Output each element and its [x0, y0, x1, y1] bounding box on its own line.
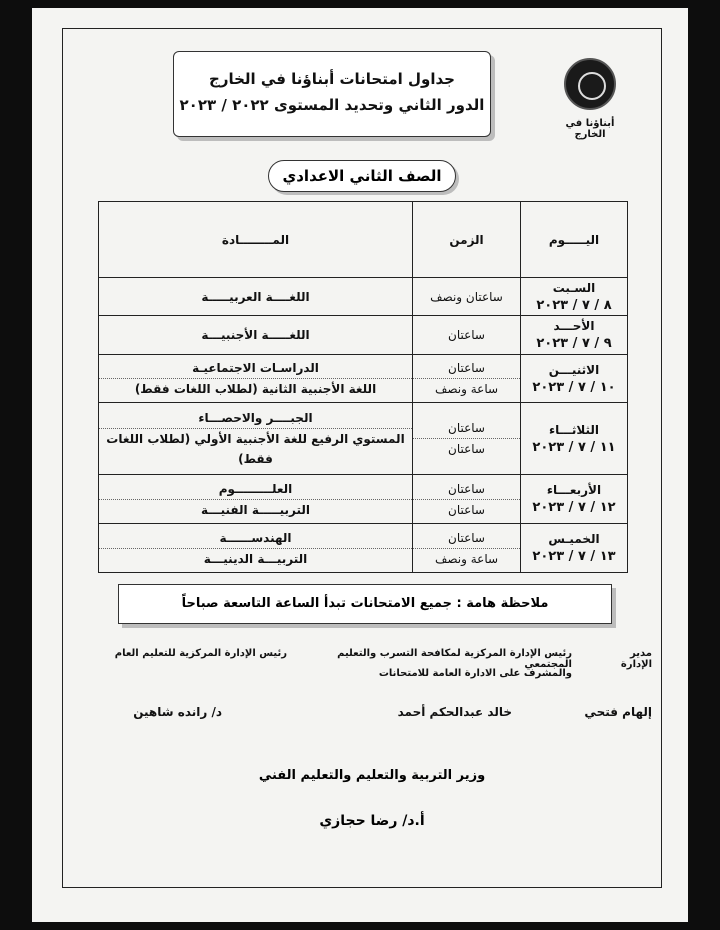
- grade-label: الصف الثاني الاعدادي: [268, 160, 456, 192]
- time-cell: [413, 475, 521, 524]
- important-note: ملاحظة هامة : جميع الامتحانات تبدأ الساعة التاسعة صباحاً: [118, 584, 612, 624]
- subject-name: الدراسـات الاجتماعيـة: [192, 361, 319, 375]
- exam-duration: ساعتان: [448, 421, 485, 436]
- logo-caption: أبناؤنا في الخارج: [565, 118, 615, 140]
- subject-name: التربيـــــة الفنيـــة: [99, 499, 412, 520]
- time-cell: [413, 524, 521, 573]
- subject-name: العلـــــــــوم: [218, 481, 293, 496]
- subject-cell: [99, 475, 413, 524]
- day-name: السـبت: [552, 280, 596, 295]
- table-row: [99, 403, 628, 475]
- subject-cell: [99, 403, 413, 475]
- table-row: [99, 354, 628, 403]
- subject-cell: [99, 524, 413, 573]
- day-date: ١٢ / ٧ / ٢٠٢٣: [532, 500, 616, 516]
- head-general-name: د/ رانده شاهين: [133, 705, 222, 719]
- ministry-logo: [550, 50, 630, 138]
- subject-name: التربيـــة الدينيـــة: [99, 548, 412, 569]
- day-name: الاثنيـــن: [548, 362, 600, 377]
- day-date: ١١ / ٧ / ٢٠٢٣: [532, 439, 616, 455]
- header-day: اليـــــوم: [521, 202, 628, 278]
- minister-title: وزير التربية والتعليم والتعليم الفني: [258, 768, 486, 783]
- table-row: [99, 475, 628, 524]
- day-cell: [521, 475, 628, 524]
- exam-duration: ساعة ونصف: [413, 548, 520, 569]
- day-cell: [521, 403, 628, 475]
- day-date: ١٣ / ٧ / ٢٠٢٣: [532, 549, 616, 565]
- table-row: [99, 524, 628, 573]
- director-name: إلهام فتحي: [584, 705, 652, 719]
- exam-duration: ساعتان: [448, 530, 485, 545]
- subject-name: المستوي الرفيع للغة الأجنبية الأولي (لطلاب اللغات فقط): [99, 428, 412, 469]
- title-box: [173, 51, 491, 137]
- header-time: الزمن: [413, 202, 521, 278]
- exam-duration: ساعتان ونصف: [430, 289, 503, 304]
- document-subtitle: الدور الثاني وتحديد المستوى ٢٠٢٢ / ٢٠٢٣: [179, 96, 485, 114]
- day-cell: [521, 354, 628, 403]
- day-name: الأحـــد: [553, 318, 595, 333]
- day-cell: [521, 278, 628, 316]
- head-dropout-title-2: والمشرف على الادارة العامة للامتحانات: [378, 668, 572, 679]
- table-row: [99, 278, 628, 316]
- subject-name: اللغة الأجنبية الثانية (لطلاب اللغات فقط): [99, 378, 412, 399]
- day-name: الخميـس: [548, 532, 600, 547]
- exam-duration: ساعتان: [448, 327, 485, 342]
- time-cell: [413, 316, 521, 354]
- subject-name: اللغــــة العربيـــــة: [201, 289, 310, 304]
- table-row: [99, 316, 628, 354]
- subject-name: اللغـــــة الأجنبيـــة: [201, 327, 310, 342]
- director-title: مدير الإدارة: [620, 648, 652, 670]
- day-cell: [521, 524, 628, 573]
- day-name: الأربعـــاء: [546, 483, 602, 498]
- time-cell: [413, 278, 521, 316]
- subject-name: الجبــــر والاحصـــاء: [198, 411, 313, 426]
- exam-duration: ساعتان: [448, 361, 485, 375]
- subject-name: الهندســــــة: [219, 530, 292, 545]
- day-date: ١٠ / ٧ / ٢٠٢٣: [532, 379, 616, 395]
- head-general-title: رئيس الإدارة المركزية للتعليم العام: [114, 648, 287, 659]
- time-cell: [413, 354, 521, 403]
- exam-duration: ساعة ونصف: [413, 378, 520, 399]
- head-dropout-title: رئيس الإدارة المركزية لمكافحة التسرب والتعليم المجتمعي: [337, 648, 572, 670]
- day-cell: [521, 316, 628, 354]
- subject-cell: [99, 354, 413, 403]
- ministry-seal-icon: [564, 58, 616, 110]
- time-cell: [413, 403, 521, 475]
- header-subject: المــــــــادة: [99, 202, 413, 278]
- day-date: ٩ / ٧ / ٢٠٢٣: [536, 335, 612, 351]
- exam-duration: ساعتان: [413, 438, 520, 459]
- exam-schedule-table: [98, 201, 628, 573]
- day-date: ٨ / ٧ / ٢٠٢٣: [536, 297, 612, 313]
- day-name: الثلاثـــاء: [548, 422, 600, 437]
- document-title: جداول امتحانات أبناؤنا في الخارج: [209, 70, 455, 88]
- subject-cell: [99, 278, 413, 316]
- subject-cell: [99, 316, 413, 354]
- exam-duration: ساعتان: [413, 499, 520, 520]
- minister-name: أ.د/ رضا حجازي: [319, 813, 425, 829]
- head-dropout-name: خالد عبدالحكم أحمد: [397, 705, 512, 719]
- table-header-row: [99, 202, 628, 278]
- exam-duration: ساعتان: [448, 481, 485, 496]
- document-page: [32, 8, 688, 922]
